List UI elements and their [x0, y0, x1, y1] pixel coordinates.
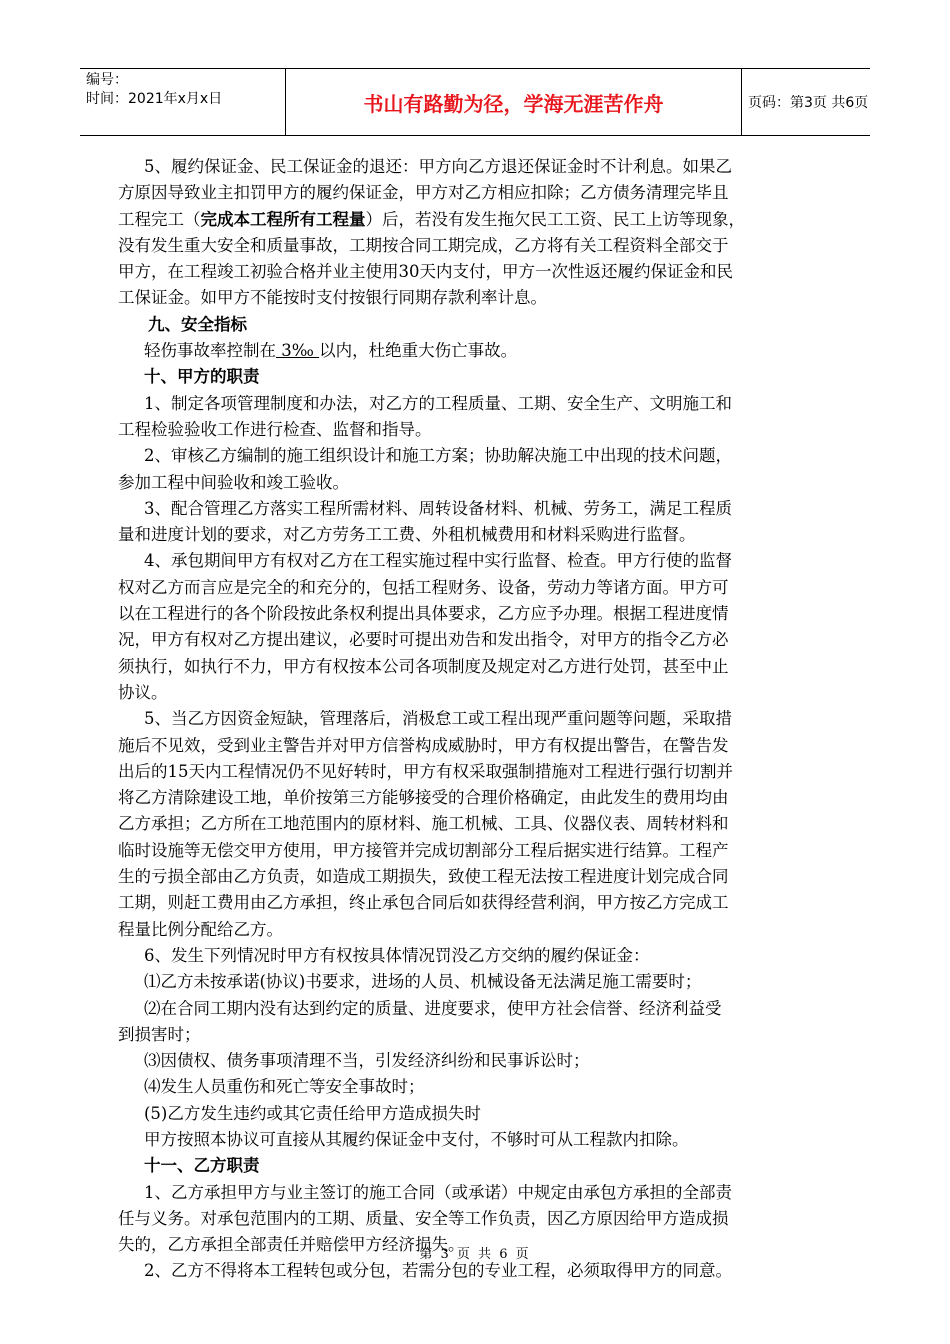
paragraph-line: 将乙方清除建设工地，单价按第三方能够接受的合理价格确定，由此发生的费用均由 — [118, 788, 729, 808]
clause-line: 到损害时； — [118, 1024, 201, 1044]
paragraph-line: 4、承包期间甲方有权对乙方在工程实施过程中实行监督、检查。甲方行使的监督 — [144, 551, 732, 571]
paragraph-line: 5、履约保证金、民工保证金的退还：甲方向乙方退还保证金时不计利息。如果乙 — [144, 157, 732, 176]
paragraph-line: 施后不见效，受到业主警告并对甲方信誉构成威胁时，甲方有权提出警告，在警告发 — [118, 735, 729, 755]
clause-line: ⑶因债权、债务事项清理不当，引发经济纠纷和民事诉讼时； — [144, 1051, 590, 1071]
paragraph-line — [118, 338, 840, 364]
underlined-value: 3‰ — [276, 341, 320, 361]
header-meta — [86, 71, 286, 109]
paragraph-line: 参加工程中间验收和竣工验收。 — [118, 472, 349, 492]
text-span: 以内，杜绝重大伤亡事故。 — [319, 341, 518, 361]
paragraph-line: 协议。 — [118, 682, 168, 702]
paragraph-line: 5、当乙方因资金短缺，管理落后，消极怠工或工程出现严重问题等问题，采取措 — [144, 709, 732, 729]
paragraph-line: 方原因导致业主扣罚甲方的履约保证金，甲方对乙方相应扣除；乙方债务清理完毕且 — [118, 183, 729, 203]
paragraph-line: 任与义务。对承包范围内的工期、质量、安全等工作负责，因乙方原因给甲方造成损 — [118, 1208, 729, 1228]
clause-line: ⑴乙方未按承诺(协议)书要求，进场的人员、机械设备无法满足施工需要时； — [144, 972, 702, 992]
clause-line: (5)乙方发生违约或其它责任给甲方造成损失时 — [144, 1103, 481, 1123]
document-body — [118, 154, 840, 1285]
section-heading-10: 十、甲方的职责 — [144, 367, 260, 387]
paragraph-line: 没有发生重大安全和质量事故，工期按合同工期完成，乙方将有关工程资料全部交于 — [118, 235, 729, 255]
paragraph-line: 权对乙方而言应是完全的和充分的，包括工程财务、设备，劳动力等诸方面。甲方可 — [118, 577, 729, 597]
paragraph-line: 3、配合管理乙方落实工程所需材料、周转设备材料、机械、劳务工，满足工程质 — [144, 498, 732, 518]
page-footer: 第 3 页 共 6 页 — [419, 1247, 531, 1262]
paragraph-line: 2、审核乙方编制的施工组织设计和施工方案；协助解决施工中出现的技术问题， — [144, 446, 732, 466]
text-span: ）后，若没有发生拖欠民工工资、民工上访等现象， — [365, 209, 745, 229]
section-heading-9: 九、安全指标 — [148, 314, 247, 334]
paragraph-line: 1、乙方承担甲方与业主签订的施工合同（或承诺）中规定由承包方承担的全部责 — [144, 1182, 732, 1202]
clause-line: ⑷发生人员重伤和死亡等安全事故时； — [144, 1077, 425, 1097]
paragraph-line: 以在工程进行的各个阶段按此条权利提出具体要求，乙方应予办理。根据工程进度情 — [118, 604, 729, 624]
paragraph-line: 乙方承担；乙方所在工地范围内的原材料、施工机械、工具、仪器仪表、周转材料和 — [118, 814, 729, 834]
paragraph-line: 出后的15天内工程情况仍不见好转时，甲方有权采取强制措施对工程进行强行切割并 — [118, 761, 733, 781]
header-motto: 书山有路勤为径，学海无涯苦作舟 — [285, 69, 742, 135]
header-page-info: 页码：第3页 共6页 — [748, 95, 869, 111]
paragraph-line: 工保证金。如甲方不能按时支付按银行同期存款利率计息。 — [118, 288, 547, 308]
paragraph-line — [118, 207, 840, 233]
bold-phrase: 完成本工程所有工程量 — [200, 209, 366, 229]
paragraph-line: 甲方，在工程竣工初验合格并业主使用30天内支付，甲方一次性返还履约保证金和民 — [118, 262, 733, 282]
paragraph-line: 程量比例分配给乙方。 — [118, 919, 283, 939]
paragraph-line: 况，甲方有权对乙方提出建议，必要时可提出劝告和发出指令，对甲方的指令乙方必 — [118, 630, 729, 650]
section-heading-11: 十一、乙方职责 — [144, 1156, 260, 1176]
paragraph-line: 生的亏损全部由乙方负责，如造成工期损失，致使工程无法按工程进度计划完成合同 — [118, 867, 729, 887]
paragraph-line: 临时设施等无偿交甲方使用，甲方接管并完成切割部分工程后据实进行结算。工程产 — [118, 840, 729, 860]
paragraph-line: 甲方按照本协议可直接从其履约保证金中支付，不够时可从工程款内扣除。 — [144, 1129, 689, 1149]
paragraph-line: 1、制定各项管理制度和办法，对乙方的工程质量、工期、安全生产、文明施工和 — [144, 393, 732, 413]
text-span: 轻伤事故率控制在 — [144, 341, 276, 361]
paragraph-line: 量和进度计划的要求，对乙方劳务工工费、外租机械费用和材料采购进行监督。 — [118, 525, 696, 545]
paragraph-line: 2、乙方不得将本工程转包或分包，若需分包的专业工程，必须取得甲方的同意。 — [144, 1261, 732, 1281]
clause-line: ⑵在合同工期内没有达到约定的质量、进度要求，使甲方社会信誉、经济利益受 — [144, 998, 722, 1018]
paragraph-line: 工期，则赶工费用由乙方承担，终止承包合同后如获得经营利润，甲方按乙方完成工 — [118, 893, 729, 913]
paragraph-line: 工程检验验收工作进行检查、监督和指导。 — [118, 419, 432, 439]
text-span: 工程完工（ — [118, 209, 201, 229]
paragraph-line: 6、发生下列情况时甲方有权按具体情况罚没乙方交纳的履约保证金： — [144, 945, 650, 965]
page-header — [80, 68, 870, 136]
document-date: 时间：2021年x月x日 — [86, 91, 223, 107]
paragraph-line: 失的，乙方承担全部责任并赔偿甲方经济损失。 — [118, 1235, 465, 1255]
document-number-label: 编号： — [86, 72, 128, 88]
paragraph-line: 须执行，如执行不力，甲方有权按本公司各项制度及规定对乙方进行处罚，甚至中止 — [118, 656, 729, 676]
